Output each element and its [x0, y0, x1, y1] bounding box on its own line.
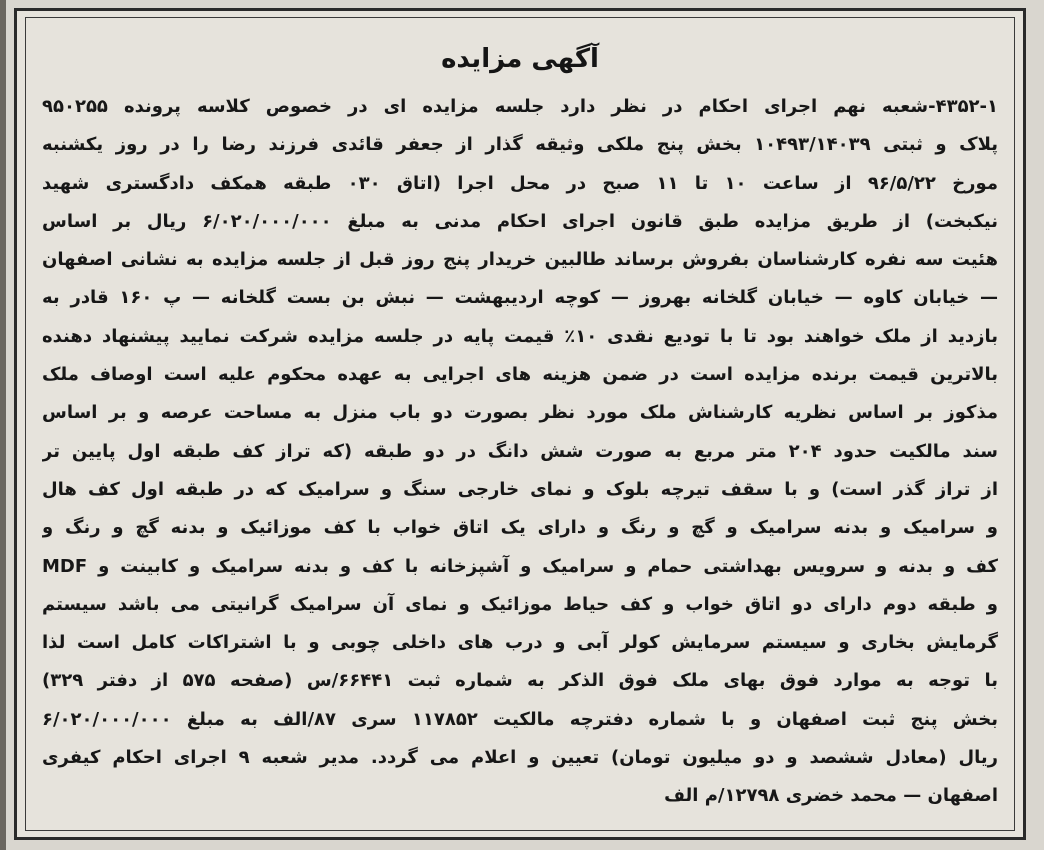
notice-line: با توجه به موارد فوق بهای ملک فوق الذکر به شماره ثبت ۶۶۴۴۱/س (صفحه ۵۷۵ از دفتر ۳۲۹): [42, 670, 998, 692]
notice-line: هئیت سه نفره کارشناسان بفروش برساند طالبین خریدار پنج روز قبل از جلسه مزایده به نشانی اصفهان: [42, 249, 998, 271]
notice-line: گرمایش بخاری و سیستم سرمایش کولر آبی و درب های داخلی چوبی و با اشتراکات کامل است لذا: [42, 632, 998, 654]
notice-line: نیکبخت) از طریق مزایده طبق قانون اجرای احکام مدنی به مبلغ ۶/۰۲۰/۰۰۰/۰۰۰ ریال بر اساس: [42, 210, 998, 232]
notice-line: بخش پنج ثبت اصفهان و با شماره دفترچه مالکیت ۱۱۷۸۵۲ سری ۸۷/الف به مبلغ ۶/۰۲۰/۰۰۰/۰۰۰: [42, 708, 998, 730]
notice-clipping: [14, 8, 1026, 840]
notice-line: مورخ ۹۶/۵/۲۲ از ساعت ۱۰ تا ۱۱ صبح در محل اجرا (اتاق ۰۳۰ طبقه همکف دادگستری شهید: [42, 172, 998, 194]
notice-line: سند مالکیت حدود ۲۰۴ متر مربع به صورت شش دانگ در دو طبقه (که تراز کف طبقه اول پایین تر: [42, 440, 998, 462]
notice-line: اصفهان — محمد خضری ۱۲۷۹۸/م الف: [664, 785, 998, 807]
notice-line: ریال (معادل ششصد و دو میلیون تومان) تعیین و اعلام می گردد. مدیر شعبه ۹ اجرای احکام کیفری: [42, 747, 998, 769]
notice-line: و طبقه دوم دارای دو اتاق خواب و کف حیاط موزائیک و نمای آن سرامیک گرانیتی می باشد سیستم: [42, 593, 998, 615]
notice-line: — خیابان کاوه — خیابان گلخانه بهروز — کوچه اردیبهشت — نبش بن بست گلخانه — پ ۱۶۰ قادر به: [42, 287, 998, 309]
notice-line: بازدید از ملک خواهند بود تا با تودیع نقدی ۱۰٪ قیمت پایه در جلسه مزایده شرکت نمایید پیشنهاد دهنده: [42, 325, 998, 347]
page-edge-shadow: [0, 0, 6, 850]
notice-line: مذکوز بر اساس نظریه کارشناش ملک مورد نظر بصورت دو باب منزل به مساحت عرصه و بر اساس: [42, 402, 998, 424]
notice-line: پلاک و ثبتی ۱۰۴۹۳/۱۴۰۳۹ بخش پنج ملکی وثیقه گذار از جعفر قائدی فرزند رضا را در روز یکشنبه: [42, 134, 998, 156]
notice-line: بالاترین قیمت برنده مزایده است در ضمن هزینه های اجرایی به عهده محکوم علیه است اوصاف ملک: [42, 364, 998, 386]
notice-line: از تراز گذر است) و با سقف تیرچه بلوک و نمای خارجی سنگ و سرامیک که در طبقه اول کف هال: [42, 478, 998, 500]
notice-title: آگهی مزایده: [441, 44, 599, 74]
notice-line: کف و بدنه و سرویس بهداشتی حمام و سرامیک و آشپزخانه با کف و بدنه سرامیک و کابینت و MDF: [42, 555, 998, 577]
notice-line: و سرامیک و بدنه سرامیک و گچ و رنگ و دارای یک اتاق خواب با کف موزائیک و بدنه گچ و رنگ و: [42, 517, 998, 539]
notice-inner-border: [25, 17, 1015, 831]
notice-line: ۴۳۵۲-۱-شعبه نهم اجرای احکام در نظر دارد جلسه مزایده ای در خصوص کلاسه پرونده ۹۵۰۲۵۵: [42, 96, 998, 117]
notice-body: [42, 88, 998, 816]
